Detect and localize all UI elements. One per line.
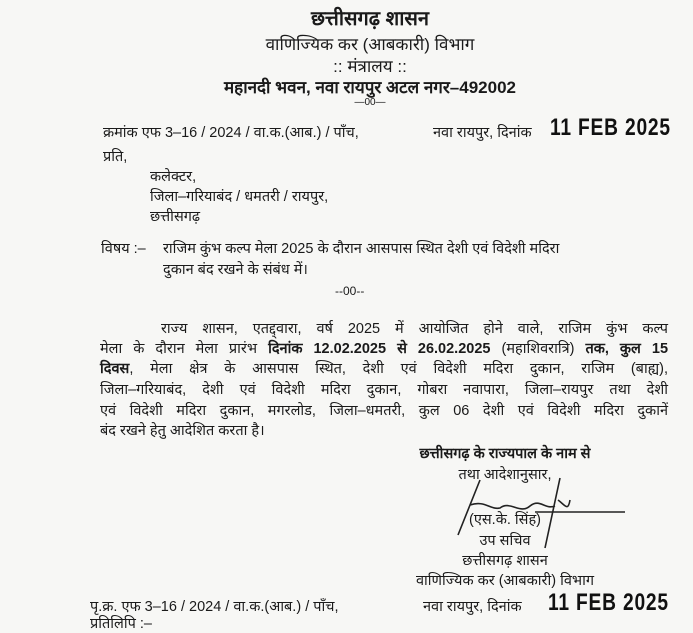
to-label: प्रति,	[103, 149, 128, 165]
address: महानदी भवन, नवा रायपुर अटल नगर–492002	[224, 78, 516, 97]
text-segment: (महाशिवरात्रि)	[501, 341, 575, 357]
text-segment: , मेला क्षेत्र के आसपास स्थित, देशी एवं विदेशी मदिरा दुकान, राजिम (बाह्य),	[129, 361, 668, 377]
paragraph-line: राज्य शासन, एतद्द्वारा, वर्ष 2025 में आयोजित होने वाले, राजिम कुंभ कल्प	[161, 321, 668, 337]
signatory-department: वाणिज्यिक कर (आबकारी) विभाग	[415, 573, 595, 589]
subject-label: विषय :–	[101, 241, 146, 257]
place-date-label: नवा रायपुर, दिनांक	[423, 599, 522, 615]
authority-line: छत्तीसगढ़ के राज्यपाल के नाम से	[419, 446, 591, 462]
date-range: दिनांक 12.02.2025 से 26.02.2025	[268, 341, 491, 357]
duration-unit: दिवस	[100, 361, 130, 377]
subject-text: दुकान बंद रखने के संबंध में।	[163, 262, 308, 278]
signatory-name: (एस.के. सिंह)	[469, 512, 541, 528]
government-title: छत्तीसगढ़ शासन	[310, 8, 430, 30]
signatory-designation: उप सचिव	[479, 533, 531, 549]
date-stamp: 11 FEB 2025	[550, 114, 671, 141]
paragraph-line: एवं विदेशी मदिरा दुकान, मगरलोड, जिला–धमतरी, कुल 06 देशी एवं विदेशी मदिरा दुकानें	[100, 403, 668, 419]
signatory-government: छत्तीसगढ़ शासन	[462, 553, 548, 569]
reference-number: क्रमांक एफ 3–16 / 2024 / वा.क.(आब.) / पाँच,	[103, 125, 359, 141]
office-name: :: मंत्रालय ::	[333, 57, 407, 76]
duration: तक, कुल 15	[585, 341, 669, 357]
date-stamp: 11 FEB 2025	[548, 589, 669, 616]
addressee-line: छत्तीसगढ़	[150, 209, 201, 225]
paragraph-line	[100, 358, 668, 378]
subject-divider: --00--	[335, 284, 365, 298]
paragraph-line: जिला–गरियाबंद, देशी एवं विदेशी मदिरा दुकान, गोबरा नवापारा, जिला–रायपुर तथा देशी	[100, 382, 668, 398]
divider: —00—	[354, 97, 386, 108]
subject-text: राजिम कुंभ कल्प मेला 2025 के दौरान आसपास स्थित देशी एवं विदेशी मदिरा	[163, 241, 560, 257]
addressee-line: जिला–गरियाबंद / धमतरी / रायपुर,	[150, 189, 329, 205]
department-name: वाणिज्यिक कर (आबकारी) विभाग	[265, 35, 475, 54]
text-segment: मेला के दौरान मेला प्रारंभ	[100, 341, 258, 357]
authority-line: तथा आदेशानुसार,	[458, 467, 552, 483]
paragraph-line: बंद रखने हेतु आदेशित करता है।	[100, 423, 265, 439]
place-date-label: नवा रायपुर, दिनांक	[433, 125, 532, 141]
paragraph-line	[100, 338, 668, 358]
copy-label: प्रतिलिपि :–	[90, 616, 152, 632]
addressee-line: कलेक्टर,	[150, 169, 197, 185]
copy-reference-number: पृ.क्र. एफ 3–16 / 2024 / वा.क.(आब.) / पाँच,	[90, 599, 339, 615]
